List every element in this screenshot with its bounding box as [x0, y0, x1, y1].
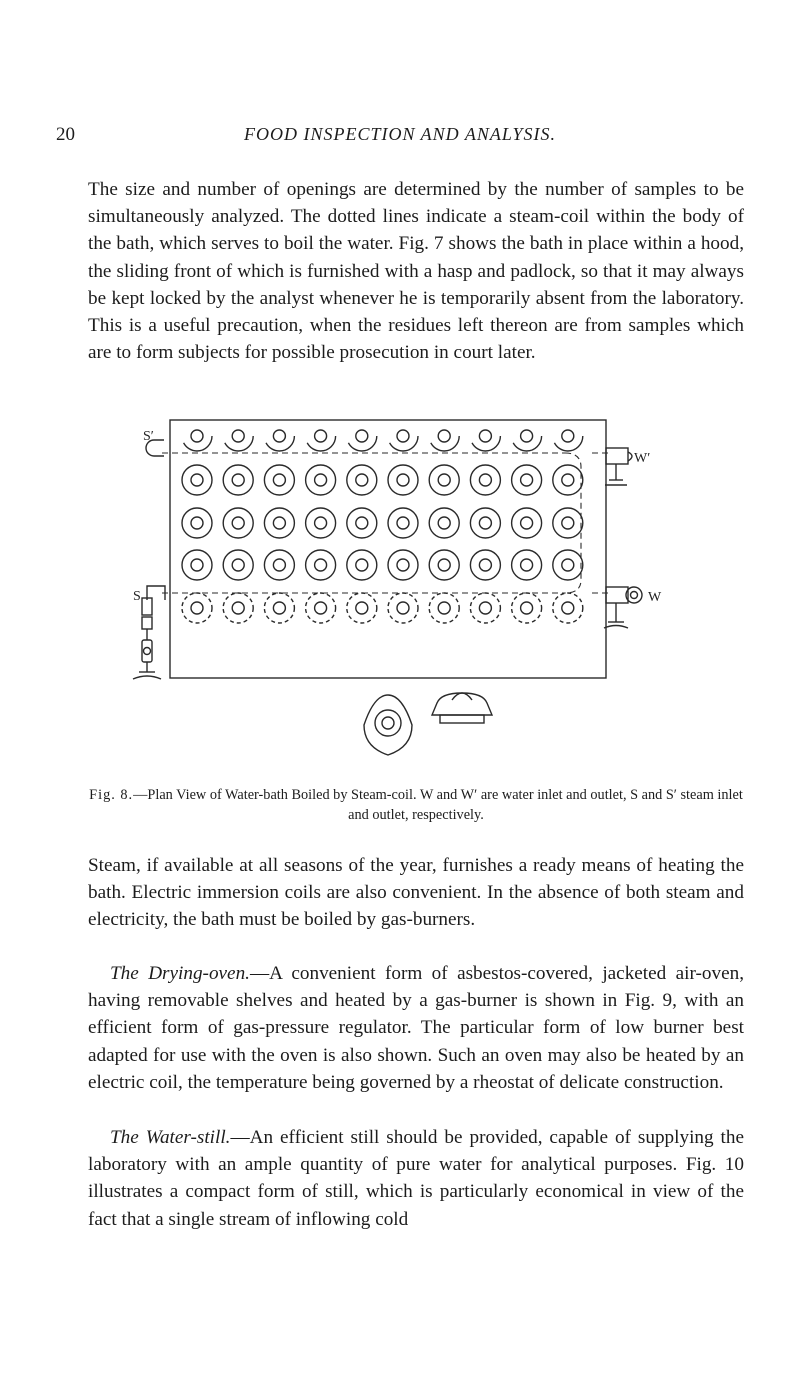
label-w: W	[648, 590, 662, 605]
sample-opening	[470, 593, 500, 623]
sample-opening	[264, 550, 294, 580]
sample-opening	[223, 550, 253, 580]
sample-opening	[347, 550, 377, 580]
paragraph-3	[88, 960, 744, 1096]
sample-opening	[470, 465, 500, 495]
sample-opening	[223, 508, 253, 538]
sample-opening	[264, 593, 294, 623]
sample-opening	[223, 593, 253, 623]
sample-opening	[429, 593, 459, 623]
sample-opening	[512, 421, 542, 451]
sample-opening	[429, 550, 459, 580]
sample-opening	[512, 465, 542, 495]
sample-opening	[347, 421, 377, 451]
label-w-prime: W′	[634, 451, 651, 466]
sample-opening	[553, 550, 583, 580]
paragraph-3-text: —A convenient form of asbestos-covered, jacketed air-oven, having removable shelves and heated by a gas-burner is shown in Fig. 9, with an efficient form of gas-pressure regulator. The particular form of low burner best adapted for use with the oven is also shown. Such an oven may also be heated by an electric coil, the temperature being governed by a rheostat of delicate construction.	[88, 963, 745, 1093]
sample-opening	[512, 550, 542, 580]
sample-opening	[182, 465, 212, 495]
sample-opening	[553, 465, 583, 495]
water-outlet-w-prime	[605, 448, 632, 485]
page-number: 20	[56, 124, 75, 145]
sample-opening	[182, 508, 212, 538]
sample-opening	[553, 593, 583, 623]
sample-opening	[429, 508, 459, 538]
sample-opening	[182, 421, 212, 451]
caption-label: Fig. 8.	[89, 787, 134, 803]
sample-opening	[388, 593, 418, 623]
label-s: S	[133, 589, 141, 604]
sample-opening	[512, 508, 542, 538]
sample-opening	[388, 421, 418, 451]
sample-opening	[429, 465, 459, 495]
sample-opening	[553, 421, 583, 451]
sample-opening	[223, 421, 253, 451]
paragraph-1: The size and number of openings are determined by the number of samples to be simultaneously analyzed. The dotted lines indicate a steam-coil within the body of the bath, which serves to boil the water. Fig. 7 shows the bath in place within a hood, the sliding front of which is furnished with a hasp and padlock, so that it may always be kept locked by the analyst whenever he is temporarily absent from the laboratory. This is a useful precaution, when the residues left thereon are from samples which are to form subjects for possible prosecution in court later.	[88, 179, 744, 364]
sample-opening	[388, 550, 418, 580]
sample-opening	[470, 550, 500, 580]
sample-opening	[182, 550, 212, 580]
sample-opening	[264, 465, 294, 495]
sample-opening	[553, 508, 583, 538]
sample-opening	[306, 421, 336, 451]
sample-opening	[306, 465, 336, 495]
figure-caption	[88, 785, 744, 825]
sample-opening	[182, 593, 212, 623]
sample-opening	[429, 421, 459, 451]
sample-opening	[306, 550, 336, 580]
sample-opening	[388, 465, 418, 495]
sample-opening	[512, 593, 542, 623]
sample-opening	[223, 465, 253, 495]
sample-opening	[388, 508, 418, 538]
sample-opening	[306, 593, 336, 623]
sample-opening	[470, 421, 500, 451]
section-title-water-still: The Water-still.	[110, 1127, 231, 1148]
paragraph-2: Steam, if available at all seasons of the year, furnishes a ready means of heating the bath. Electric immersion coils are also convenient. In the absence of both steam and electricity, the bath must be boiled by gas-burners.	[88, 855, 744, 931]
sample-opening	[306, 508, 336, 538]
water-inlet-w	[604, 587, 642, 628]
sample-opening	[347, 465, 377, 495]
paragraph-4-text: —An efficient still should be provided, capable of supplying the laboratory with an ample quantity of pure water for analytical purposes. Fig. 10 illustrates a compact form of still, which is particularly economical in view of the fact that a single stream of inflowing cold	[88, 1127, 744, 1230]
cover-detail	[432, 693, 492, 723]
caption-text: —Plan View of Water-bath Boiled by Steam-coil. W and W′ are water inlet and outlet, S and S′ steam inlet and outlet, respectively.	[133, 787, 743, 823]
label-s-prime: S′	[143, 429, 154, 444]
sample-opening	[470, 508, 500, 538]
sample-opening	[264, 508, 294, 538]
bath-outline	[170, 420, 606, 678]
running-head: FOOD INSPECTION AND ANALYSIS.	[244, 124, 556, 144]
sample-opening	[347, 593, 377, 623]
ring-detail	[364, 695, 412, 755]
sample-opening	[347, 508, 377, 538]
sample-opening	[264, 421, 294, 451]
section-title-drying-oven: The Drying-oven.	[110, 963, 250, 984]
paragraph-4	[88, 1124, 744, 1233]
